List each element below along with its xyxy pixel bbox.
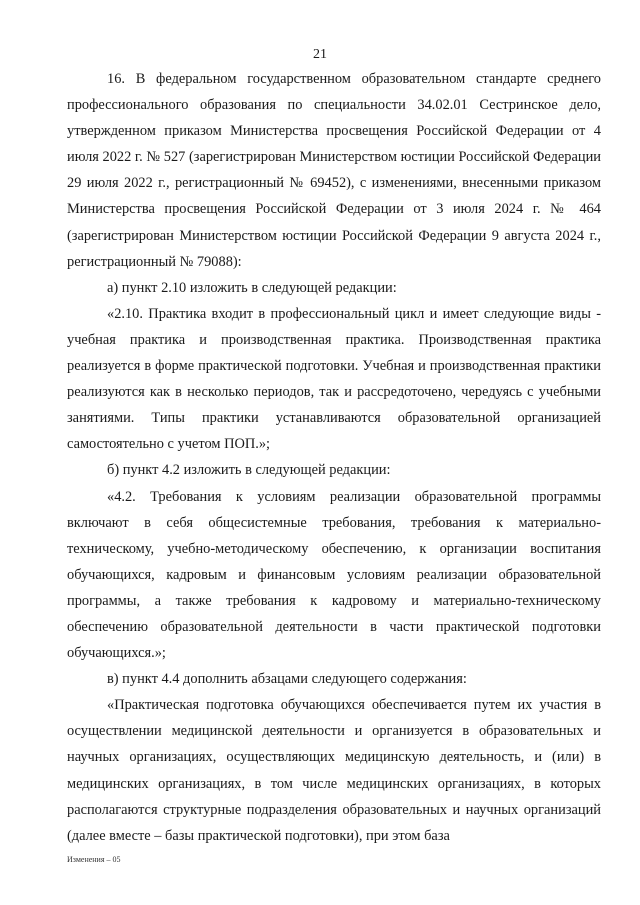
paragraph-2-10-text: «2.10. Практика входит в профессиональный цикл и имеет следующие виды - учебная практика и производственная практика. Производственная практика реализуется в форме практической подготовки. Учебная и производственная практики реализуются как в несколько периодов, так и рассредоточено, чередуясь с учебными занятиями. Типы практики устанавливаются образовательной организацией самостоятельно с учетом ПОП.»; [67,305,601,453]
page-number: 21 [313,47,327,62]
paragraph-16-intro: 16. В федеральном государственном образовательном стандарте среднего профессионального образования по специальности 34.02.01 Сестринское дело, утвержденном приказом Министерства просвещения Российской Федерации от 4 июля 2022 г. № 527 (зарегистрирован Министерством юстиции Российской Федерации 29 июля 2022 г., регистрационный № 69452), с изменениями, внесенными приказом Министерства просвещения Российской Федерации от 3 июля 2024 г. № 464 (зарегистрирован Министерством юстиции Российской Федерации 9 августа 2024 г., регистрационный № 79088): [67,71,601,270]
footer-note: Изменения – 05 [67,855,121,864]
document-body [67,66,601,849]
paragraph-item-v: в) пункт 4.4 дополнить абзацами следующего содержания: [107,671,467,688]
paragraph-4-4-text: «Практическая подготовка обучающихся обеспечивается путем их участия в осуществлении медицинской деятельности и организуется в образовательных и научных организациях, осуществляющих медицинскую деятельность, и (или) в медицинских организациях, в том числе медицинских организациях, в которых располагаются структурные подразделения образовательных и научных организаций (далее вместе – базы практической подготовки), при этом база [67,697,601,844]
paragraph-4-2-text: «4.2. Требования к условиям реализации образовательной программы включают в себя общесистемные требования, требования к материально-техническому, учебно-методическому обеспечению, к организации воспитания обучающихся, кадровым и финансовым условиям реализации образовательной программы, а также требования к кадровому и материально-техническому обеспечению образовательной деятельности в части практической подготовки обучающихся.»; [67,488,601,662]
paragraph-item-a: а) пункт 2.10 изложить в следующей редакции: [107,279,397,296]
paragraph-item-b: б) пункт 4.2 изложить в следующей редакции: [107,462,391,479]
